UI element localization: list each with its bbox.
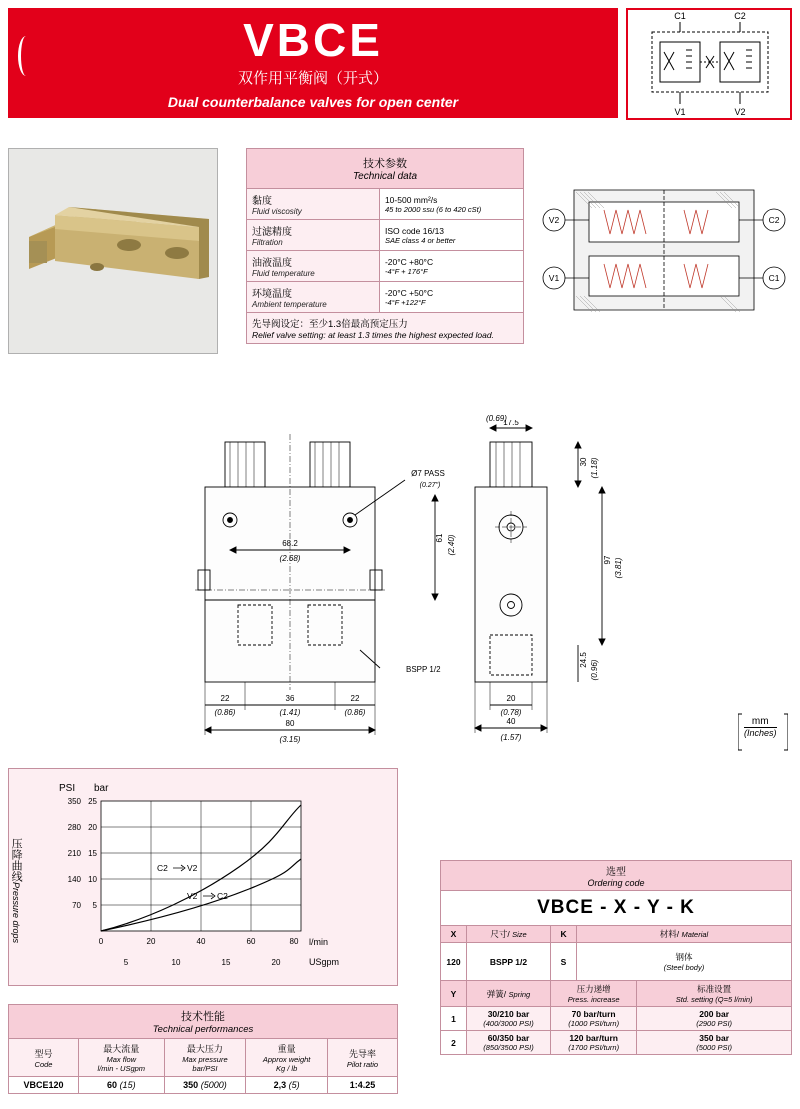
table-row	[247, 189, 524, 220]
ordering-col-setting-cn: 标准设置	[697, 984, 732, 994]
ordering-col-x: X	[441, 926, 467, 943]
dim-sv-top-mm: 17.5	[503, 420, 519, 427]
dim-seg2-mm: 36	[285, 694, 295, 703]
tech-label-en: Fluid temperature	[252, 269, 315, 278]
ordering-setting-1-alt: (2900 PSI)	[696, 1019, 733, 1028]
ordering-code-section	[440, 860, 792, 1055]
ordering-title-cn: 选型	[606, 867, 626, 878]
dim-seg3-in: (0.86)	[344, 708, 366, 717]
tech-label-en: Ambient temperature	[252, 300, 327, 309]
dim-sv-base-small-in: (0.78)	[500, 708, 522, 717]
units-inches: (Inches)	[744, 728, 777, 738]
chart-xtick2-5: 5	[123, 958, 129, 967]
ordering-increase-2-alt: (1700 PSI/turn)	[568, 1043, 620, 1052]
chart-series-label-2b: C2	[217, 891, 228, 901]
symbol-port-c1: C1	[674, 11, 686, 21]
chart-ytick-psi-280: 280	[67, 823, 81, 832]
perf-weight-alt: (5)	[288, 1080, 300, 1090]
chart-series-label-1b: V2	[187, 863, 198, 873]
dim-sv-h1-mm: 30	[579, 457, 588, 467]
dim-height-mm: 61	[435, 533, 444, 543]
performance-col-maxflow	[79, 1039, 165, 1077]
perf-press-alt: (5000)	[200, 1080, 227, 1090]
ordering-col-y: Y	[441, 981, 467, 1007]
chart-ylabel-psi: PSI	[59, 783, 76, 794]
ordering-material-value	[577, 943, 792, 981]
tech-value-2: -4°F + 176°F	[384, 266, 428, 276]
ordering-increase-1-val: 70 bar/turn	[571, 1009, 616, 1019]
header-swoosh-icon	[18, 36, 34, 76]
tech-value-1: -20°C +80°C	[384, 256, 434, 267]
ordering-header	[441, 861, 792, 891]
chart-ylabel-bar: bar	[94, 783, 109, 794]
dim-seg2-in: (1.41)	[279, 708, 301, 717]
ordering-col-material-en: Material	[681, 930, 709, 939]
ordering-col-increase-cn: 压力递增	[576, 984, 611, 994]
relief-note-cn: 先导阀设定：至少1.3倍最高预定压力	[252, 319, 408, 330]
table-row	[247, 282, 524, 313]
chart-ytick-bar-25: 25	[88, 797, 97, 806]
dim-hole-spacing-in: (2.68)	[279, 554, 301, 563]
perf-col-weight-unit: Kg / lb	[275, 1064, 298, 1073]
chart-xtick-20: 20	[146, 937, 156, 946]
page-subtitle-en: Dual counterbalance valves for open center	[167, 93, 459, 110]
section-label-v1: V1	[548, 273, 560, 283]
ordering-col-size-cn: 尺寸/	[490, 929, 510, 939]
tech-row-label	[247, 189, 380, 220]
ordering-col-material	[577, 926, 792, 943]
chart-ytick-psi-70: 70	[72, 901, 81, 910]
chart-axis-title	[10, 838, 32, 943]
perf-col-flow-en: Max flow	[106, 1055, 137, 1064]
pressure-drop-chart	[8, 768, 398, 986]
section-label-c2: C2	[768, 215, 780, 225]
tech-label-cn: 油液温度	[252, 258, 292, 269]
ordering-col-spring-cn: 弹簧/	[486, 988, 507, 999]
tech-row-value	[379, 282, 523, 313]
perf-col-flow-cn: 最大流量	[103, 1044, 140, 1054]
perf-row-maxpressure	[164, 1077, 246, 1094]
dim-sv-base-mm: 40	[506, 717, 516, 726]
ordering-spring-1-val: 30/210 bar	[487, 1009, 530, 1019]
hydraulic-symbol-diagram	[626, 8, 792, 120]
ordering-setting-2-val: 350 bar	[699, 1033, 730, 1043]
relief-valve-note	[247, 313, 524, 344]
units-legend	[744, 716, 777, 738]
perf-press-val: 350	[183, 1080, 199, 1090]
ordering-material-value-cn: 钢体	[675, 952, 693, 962]
chart-xtick-80: 80	[289, 937, 299, 946]
dim-width-in: (3.15)	[279, 735, 301, 744]
perf-col-press-cn: 最大压力	[186, 1044, 223, 1054]
perf-col-flow-unit: l/min - USgpm	[97, 1064, 146, 1073]
ordering-setting-2-alt: (5000 PSI)	[696, 1043, 733, 1052]
side-view-dimension-drawing	[450, 414, 650, 750]
ordering-x-value: 120	[441, 943, 467, 981]
technical-data-title-en: Technical data	[352, 171, 418, 182]
ordering-increase-1-alt: (1000 PSI/turn)	[568, 1019, 620, 1028]
chart-title-en: Pressure drops	[10, 882, 21, 944]
dim-drill: Ø7 PASS	[411, 469, 445, 478]
tech-row-value	[379, 220, 523, 251]
ordering-col-increase	[551, 981, 637, 1007]
chart-xtick2-20: 20	[271, 958, 281, 967]
ordering-k-value: S	[551, 943, 577, 981]
dim-width-mm: 80	[285, 719, 295, 728]
performance-col-pilotratio	[327, 1039, 397, 1077]
perf-weight-val: 2,3	[273, 1080, 287, 1090]
ordering-col-material-cn: 材料/	[659, 929, 680, 939]
tech-row-label	[247, 282, 380, 313]
ordering-setting-1-val: 200 bar	[699, 1009, 730, 1019]
dim-port-thread: BSPP 1/2	[406, 665, 441, 674]
tech-row-label	[247, 220, 380, 251]
chart-xtick-0: 0	[98, 937, 104, 946]
ordering-y-value-1: 1	[441, 1007, 467, 1031]
ordering-increase-2	[551, 1031, 637, 1055]
table-row	[9, 1077, 398, 1094]
ordering-title-en: Ordering code	[587, 878, 645, 888]
perf-col-press-unit: bar/PSI	[192, 1064, 218, 1073]
symbol-port-v2: V2	[734, 107, 746, 117]
symbol-port-v1: V1	[674, 107, 686, 117]
ordering-col-spring-en: Spring	[508, 989, 531, 999]
chart-title-cn: 压降曲线	[10, 838, 23, 882]
dim-sv-h1-in: (1.18)	[590, 457, 599, 479]
ordering-col-increase-en: Press. increase	[567, 995, 620, 1004]
ordering-spring-2	[467, 1031, 551, 1055]
perf-row-maxflow	[79, 1077, 165, 1094]
ordering-spring-2-val: 60/350 bar	[487, 1033, 530, 1043]
section-label-v2: V2	[548, 215, 560, 225]
perf-col-code-en: Code	[34, 1059, 53, 1069]
ordering-material-value-en: (Steel body)	[663, 963, 705, 972]
tech-label-cn: 环境温度	[252, 289, 292, 300]
tech-row-value	[379, 251, 523, 282]
dim-drill-in: (0.27")	[419, 482, 441, 489]
table-row	[441, 1007, 792, 1031]
ordering-increase-2-val: 120 bar/turn	[569, 1033, 618, 1043]
tech-label-cn: 黏度	[252, 196, 272, 207]
table-row	[441, 1031, 792, 1055]
technical-data-title-cn: 技术参数	[363, 158, 407, 170]
perf-col-pilot-cn: 先导率	[348, 1048, 376, 1059]
chart-ytick-psi-210: 210	[67, 849, 81, 858]
dim-hole-spacing-mm: 68.2	[282, 539, 298, 548]
tech-row-label	[247, 251, 380, 282]
performance-title-en: Technical performances	[152, 1024, 254, 1035]
page-subtitle-cn: 双作用平衡阀（开式）	[237, 69, 388, 87]
relief-note-en: Relief valve setting: at least 1.3 times the highest expected load.	[252, 330, 494, 340]
table-row	[441, 943, 792, 981]
chart-ytick-psi-140: 140	[67, 875, 81, 884]
ordering-code-string: VBCE - X - Y - K	[441, 891, 792, 926]
tech-value-1: -20°C +50°C	[384, 287, 434, 298]
ordering-increase-1	[551, 1007, 637, 1031]
perf-col-press-en: Max pressure	[182, 1055, 228, 1064]
dim-sv-h2-in: (3.81)	[614, 557, 623, 579]
performance-col-maxpressure	[164, 1039, 246, 1077]
perf-col-code-cn: 型号	[34, 1048, 53, 1059]
performance-title-cn: 技术性能	[181, 1011, 225, 1023]
table-row	[247, 220, 524, 251]
tech-label-cn: 过滤精度	[252, 227, 292, 238]
chart-series-label-1: C2	[157, 863, 168, 873]
chart-ytick-bar-5: 5	[92, 901, 97, 910]
ordering-col-size-en: Size	[512, 930, 527, 939]
chart-ytick-psi-350: 350	[67, 797, 81, 806]
performance-col-weight	[246, 1039, 328, 1077]
tech-label-en: Filtration	[252, 238, 283, 247]
chart-xtick2-10: 10	[171, 958, 181, 967]
header-banner	[8, 8, 618, 118]
ordering-col-spring	[467, 981, 551, 1007]
units-mm: mm	[751, 716, 769, 727]
performance-col-code	[9, 1039, 79, 1077]
ordering-setting-1	[637, 1007, 792, 1031]
symbol-port-c2: C2	[734, 11, 746, 21]
tech-value-2: -4°F +122°F	[384, 297, 426, 307]
section-label-c1: C1	[768, 273, 780, 283]
perf-flow-alt: (15)	[119, 1080, 136, 1090]
dim-seg3-mm: 22	[350, 694, 360, 703]
technical-data-header	[247, 149, 524, 189]
tech-label-en: Fluid viscosity	[252, 207, 302, 216]
ordering-col-setting-en: Std. setting (Q=5 l/min)	[675, 995, 753, 1004]
ordering-spring-1	[467, 1007, 551, 1031]
chart-ytick-bar-20: 20	[88, 823, 97, 832]
section-cutaway-drawing	[534, 160, 794, 340]
page-title: VBCE	[243, 13, 383, 66]
technical-data-table	[246, 148, 524, 344]
dim-sv-base-small-mm: 20	[506, 694, 516, 703]
tech-value-1: 10-500 mm²/s	[384, 194, 438, 205]
chart-xlabel-lmin: l/min	[309, 937, 329, 947]
technical-performance-section	[8, 1004, 398, 1094]
perf-col-pilot-en: Pilot ratio	[346, 1059, 379, 1069]
perf-row-weight	[246, 1077, 328, 1094]
product-photo	[8, 148, 218, 354]
chart-xtick-60: 60	[246, 937, 256, 946]
perf-row-code: VBCE120	[9, 1077, 79, 1094]
ordering-spring-1-alt: (400/3000 PSI)	[483, 1019, 534, 1028]
dim-sv-base-in: (1.57)	[500, 733, 522, 742]
performance-header	[9, 1005, 398, 1039]
chart-ytick-bar-15: 15	[88, 849, 97, 858]
dim-sv-h3-in: (0.96)	[590, 659, 599, 681]
dim-seg1-mm: 22	[220, 694, 230, 703]
tech-value-1: ISO code 16/13	[384, 225, 445, 236]
perf-flow-val: 60	[107, 1080, 118, 1090]
dim-seg1-in: (0.86)	[214, 708, 236, 717]
chart-xtick-40: 40	[196, 937, 206, 946]
chart-xtick2-15: 15	[221, 958, 231, 967]
tech-row-value	[379, 189, 523, 220]
ordering-col-setting	[637, 981, 792, 1007]
ordering-setting-2	[637, 1031, 792, 1055]
perf-col-weight-en: Approx weight	[262, 1055, 311, 1064]
ordering-y-value-2: 2	[441, 1031, 467, 1055]
ordering-col-size	[467, 926, 551, 943]
dim-sv-top-in-label: (0.69)	[486, 414, 507, 423]
tech-value-2: SAE class 4 or better	[384, 235, 456, 245]
chart-xlabel-usgpm: USgpm	[309, 957, 340, 967]
table-row	[247, 251, 524, 282]
ordering-spring-2-alt: (850/3500 PSI)	[483, 1043, 534, 1052]
chart-ytick-bar-10: 10	[88, 875, 97, 884]
dim-sv-h2-mm: 97	[603, 555, 612, 565]
dim-sv-h3-mm: 24.5	[579, 652, 588, 668]
dim-height-in: (2.40)	[447, 534, 456, 556]
perf-row-pilotratio: 1:4.25	[327, 1077, 397, 1094]
ordering-size-value: BSPP 1/2	[467, 943, 551, 981]
perf-col-weight-cn: 重量	[277, 1044, 296, 1054]
tech-value-2: 45 to 2000 ssu (6 to 420 cSt)	[384, 204, 482, 214]
chart-series-label-2: V2	[187, 891, 198, 901]
ordering-col-k: K	[551, 926, 577, 943]
